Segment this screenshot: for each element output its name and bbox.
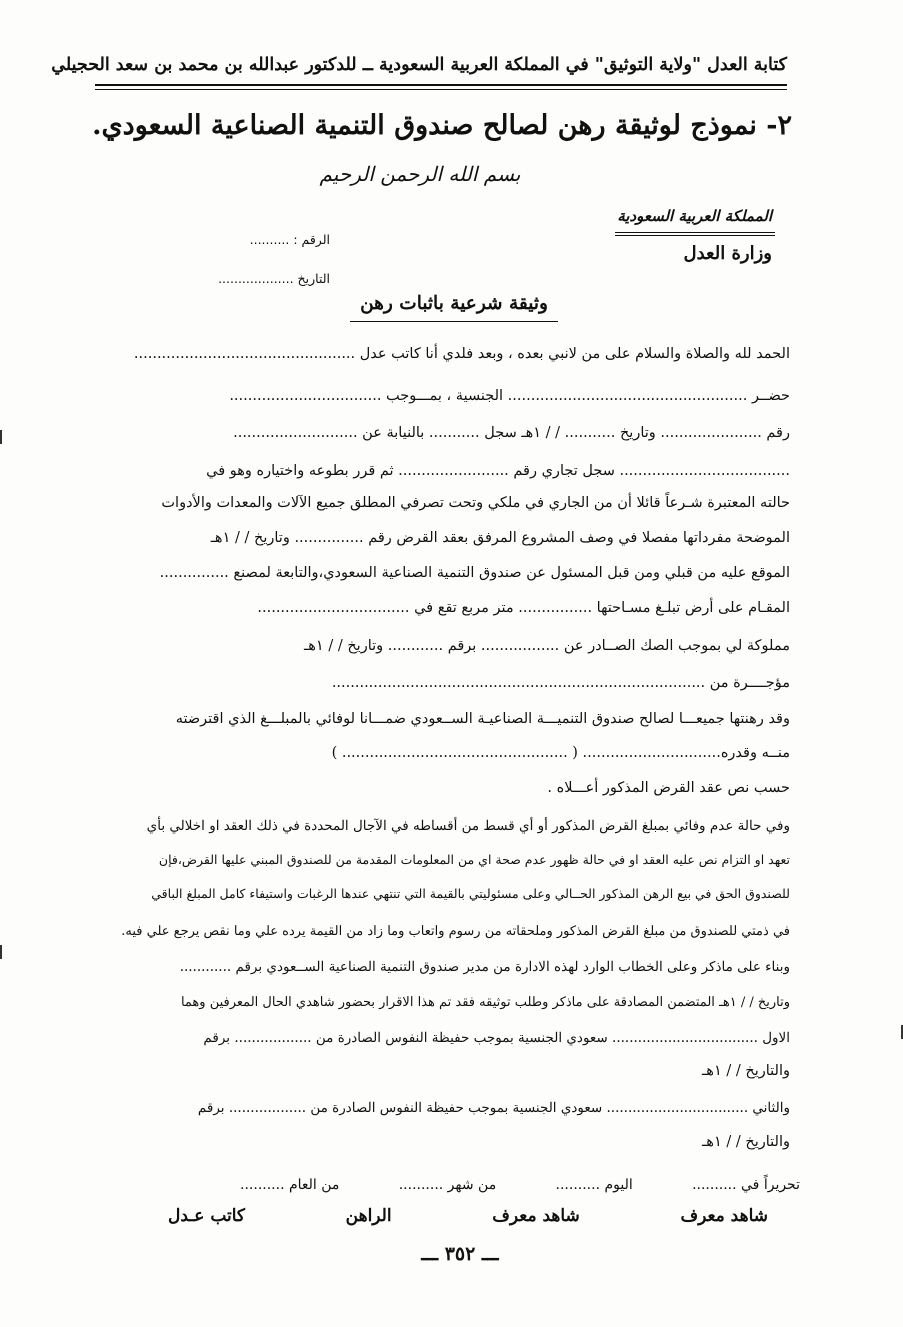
signature-witness-1: شاهد معرف <box>680 1206 768 1226</box>
footer-day: اليوم .......... <box>555 1177 633 1193</box>
body-line-12: منــه وقدره.............................. ( ................................................. ) <box>331 745 790 761</box>
letterhead-ministry: وزارة العدل <box>683 243 772 264</box>
body-line-19: وتاريخ / / ١هـ المتضمن المصادقة على ماذكر وطلب توثيقه فقد تم هذا الاقرار بحضور شاهدي الحال المعرفين وهما <box>180 995 790 1010</box>
page-title: ٢- نموذج لوثيقة رهن لصالح صندوق التنمية الصناعية السعودي. <box>92 110 792 141</box>
body-line-14: وفي حالة عدم وفائي بمبلغ القرض المذكور أو أي قسط من أقساطه في الآجال المحددة في ذلك العقد او اخلالي بأي <box>146 818 790 834</box>
body-line-11: وقد رهنتها جميعـــا لصالح صندوق التنميـــة الصناعيـة الســعودي ضمـــانا لوفائي بالمبلـــغ الذي اقترضته <box>175 711 790 727</box>
running-header: كتابة العدل "ولاية التوثيق" في المملكة العربية السعودية ــ للدكتور عبدالله بن محمد بن سعد الحجيلي <box>51 55 787 75</box>
body-line-10: مؤجــــرة من ................................................................................. <box>331 675 790 691</box>
signature-row <box>168 1206 768 1226</box>
body-line-21: والتاريخ / / ١هـ <box>702 1063 790 1079</box>
document-date-field: التاريخ ................... <box>218 271 330 286</box>
letterhead-kingdom: المملكة العربية السعودية <box>617 207 772 225</box>
footer-written-in: تحريراً في .......... <box>692 1177 800 1193</box>
body-line-3: رقم ...................... وتاريخ ........... / / ١هـ سجل ........... بالنيابة عن ........................... <box>233 425 790 441</box>
header-rule-top <box>95 84 787 86</box>
document-number-field: الرقم : .......... <box>249 232 330 247</box>
footer-date-row <box>240 1177 800 1193</box>
header-rule-bottom <box>95 89 787 90</box>
document-title: وثيقة شرعية باثبات رهن <box>360 293 548 314</box>
body-line-17: في ذمتي للصندوق من مبلغ القرض المذكور وملحقاته من رسوم واتعاب وما زاد من القيمة يرده علي وما نقص يرجع علي فيه. <box>121 924 790 939</box>
signature-witness-2: شاهد معرف <box>492 1206 580 1226</box>
signature-mortgagor: الراهن <box>345 1206 392 1226</box>
body-line-8: المقـام على أرض تبلـغ مسـاحتها ................ متر مربع تقع في ................................. <box>257 600 790 616</box>
scan-margin-mark <box>0 430 2 444</box>
body-line-22: والثاني ................................. سعودي الجنسية بموجب حفيظة النفوس الصادرة من .................. برقم <box>197 1100 790 1116</box>
footer-year: من العام .......... <box>240 1177 340 1193</box>
body-line-23: والتاريخ / / ١هـ <box>702 1134 790 1150</box>
page-number: ـــ ٣٥٢ ـــ <box>421 1243 499 1265</box>
body-line-1: الحمد لله والصلاة والسلام على من لانبي بعده ، وبعد فلدي أنا كاتب عدل ................................................ <box>133 346 790 362</box>
body-line-5: حالته المعتبرة شـرعاً قائلا أن من الجاري في ملكي وتحت تصرفي المطلق جميع الآلات والمعدات والأدوات <box>161 495 790 511</box>
letterhead-rule-2 <box>615 235 775 236</box>
body-line-13: حسب نص عقد القرض المذكور أعـــلاه . <box>547 780 790 796</box>
letterhead-rule-1 <box>615 232 775 233</box>
body-line-6: الموضحة مفرداتها مفصلا في وصف المشروع المرفق بعقد القرض رقم ............... وتاريخ / / ١هـ <box>210 530 790 546</box>
body-line-20: الاول .................................. سعودي الجنسية بموجب حفيظة النفوس الصادرة من .................. برقم <box>203 1030 790 1046</box>
body-line-9: مملوكة لي بموجب الصك الصــادر عن ................. برقم ............ وتاريخ / / ١هـ <box>304 638 790 654</box>
footer-month: من شهر .......... <box>398 1177 497 1193</box>
body-line-4: ..................................... سجل تجاري رقم ........................ ثم قرر بطوعه واختياره وهو في <box>206 463 790 479</box>
basmala: بسم الله الرحمن الرحيم <box>319 162 521 186</box>
body-line-7: الموقع عليه من قبلي ومن قبل المسئول عن صندوق التنمية الصناعية السعودي،والتابعة لمصنع ............... <box>159 565 790 581</box>
signature-notary: كاتب عـدل <box>168 1206 246 1226</box>
body-line-2: حضــر .................................................... الجنسية ، بمـــوجب ................................. <box>229 388 790 404</box>
body-line-16: للصندوق الحق في بيع الرهن المذكور الحــالي وعلى مسئوليتي بالقيمة التي تنتهي عندها الرغبات واستيفاء كامل المبلغ الباقي <box>151 886 790 901</box>
body-line-15: تعهد او التزام نص عليه العقد او في حالة ظهور عدم صحة اي من المعلومات المقدمة من للصندوق المبني عليها القرض،فإن <box>158 852 790 867</box>
scan-margin-mark <box>0 945 2 959</box>
document-title-underline <box>350 321 558 322</box>
body-line-18: وبناء على ماذكر وعلى الخطاب الوارد لهذه الادارة من مدير صندوق التنمية الصناعية الســعودي برقم ............ <box>179 959 790 975</box>
